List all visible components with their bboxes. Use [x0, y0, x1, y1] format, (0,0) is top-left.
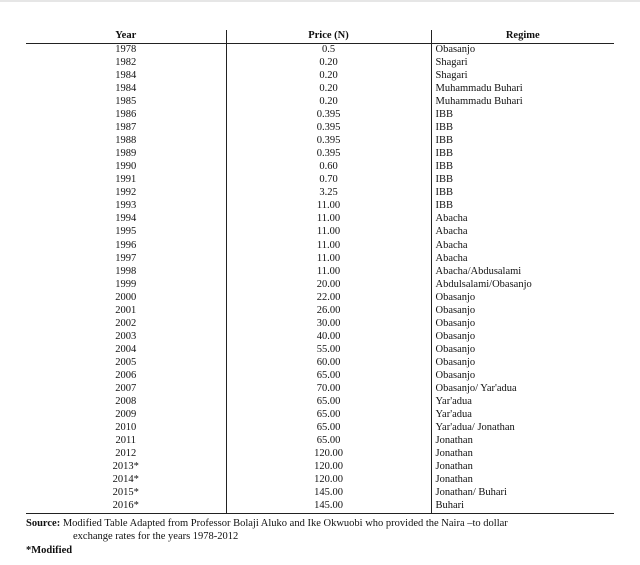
cell-regime: Obasanjo	[435, 317, 476, 329]
cell-year: 1992	[26, 187, 226, 200]
cell-year: 1991	[26, 174, 226, 187]
table-row	[26, 331, 614, 344]
table-row	[26, 291, 614, 304]
cell-regime: Shagari	[435, 69, 468, 81]
cell-year: 1990	[26, 161, 226, 174]
fuel-price-table	[26, 30, 614, 514]
cell-price: 0.395	[226, 148, 431, 161]
table-row	[26, 461, 614, 474]
cell-regime: Yar'adua	[435, 396, 472, 408]
cell-price: 0.20	[226, 83, 431, 96]
cell-price: 65.00	[226, 396, 431, 409]
table-row	[26, 239, 614, 252]
cell-price: 0.20	[226, 57, 431, 70]
cell-price: 120.00	[226, 461, 431, 474]
cell-year: 1997	[26, 252, 226, 265]
cell-year: 2005	[26, 357, 226, 370]
cell-year: 1987	[26, 122, 226, 135]
table-row	[26, 226, 614, 239]
cell-regime: IBB	[435, 109, 454, 121]
cell-regime: Abacha	[435, 252, 468, 264]
cell-year: 2006	[26, 370, 226, 383]
cell-price: 0.5	[226, 43, 431, 57]
table-row	[26, 383, 614, 396]
cell-price: 0.20	[226, 96, 431, 109]
cell-price: 30.00	[226, 318, 431, 331]
table-row	[26, 487, 614, 500]
table-row	[26, 344, 614, 357]
cell-regime: IBB	[435, 161, 454, 173]
cell-regime: Abacha	[435, 239, 468, 251]
cell-price: 11.00	[226, 252, 431, 265]
table-row	[26, 435, 614, 448]
table-row	[26, 265, 614, 278]
table-row	[26, 161, 614, 174]
cell-regime: IBB	[435, 135, 454, 147]
cell-price: 11.00	[226, 265, 431, 278]
cell-year: 2012	[26, 448, 226, 461]
cell-price: 11.00	[226, 239, 431, 252]
cell-year: 1996	[26, 239, 226, 252]
cell-regime: Muhammadu Buhari	[435, 96, 523, 107]
cell-regime: Obasanjo	[435, 43, 476, 55]
modified-footnote: *Modified	[26, 545, 73, 556]
table-header-row	[26, 30, 614, 43]
cell-regime: IBB	[435, 148, 454, 160]
cell-price: 22.00	[226, 291, 431, 304]
cell-regime: Obasanjo	[435, 369, 476, 381]
cell-year: 1993	[26, 200, 226, 213]
cell-regime: Obasanjo	[435, 304, 476, 316]
cell-price: 40.00	[226, 331, 431, 344]
table-row	[26, 448, 614, 461]
cell-price: 120.00	[226, 474, 431, 487]
table-row	[26, 370, 614, 383]
cell-year: 1998	[26, 265, 226, 278]
cell-year: 1988	[26, 135, 226, 148]
cell-regime: Jonathan	[435, 448, 473, 460]
cell-year: 2016*	[26, 500, 226, 514]
cell-regime: Obasanjo	[435, 330, 476, 342]
cell-regime: Yar'adua/ Jonathan	[435, 422, 515, 434]
table-row	[26, 500, 614, 514]
cell-price: 11.00	[226, 226, 431, 239]
table-row	[26, 422, 614, 435]
cell-regime: Shagari	[435, 56, 468, 68]
cell-year: 1985	[26, 96, 226, 109]
cell-year: 2010	[26, 422, 226, 435]
cell-regime: Muhammadu Buhari	[435, 82, 523, 94]
table-row	[26, 174, 614, 187]
cell-year: 2004	[26, 344, 226, 357]
table-row	[26, 109, 614, 122]
cell-price: 0.20	[226, 70, 431, 83]
source-note	[26, 517, 626, 543]
cell-regime: IBB	[435, 174, 454, 186]
cell-year: 1994	[26, 213, 226, 226]
table-row	[26, 396, 614, 409]
cell-year: 2002	[26, 318, 226, 331]
table-row	[26, 187, 614, 200]
cell-price: 70.00	[226, 383, 431, 396]
cell-price: 65.00	[226, 409, 431, 422]
table-row	[26, 148, 614, 161]
cell-price: 0.395	[226, 122, 431, 135]
cell-year: 2001	[26, 305, 226, 318]
cell-price: 0.60	[226, 161, 431, 174]
cell-price: 0.395	[226, 109, 431, 122]
cell-price: 65.00	[226, 435, 431, 448]
cell-regime: Obasanjo	[435, 291, 476, 303]
table-row	[26, 83, 614, 96]
cell-year: 1982	[26, 57, 226, 70]
fuel-price-table-container	[26, 30, 614, 514]
cell-year: 2013*	[26, 461, 226, 474]
cell-year: 1989	[26, 148, 226, 161]
top-border	[0, 0, 640, 2]
cell-regime: Jonathan	[435, 461, 473, 473]
table-row	[26, 200, 614, 213]
cell-price: 55.00	[226, 344, 431, 357]
cell-price: 145.00	[226, 487, 431, 500]
header-price: Price (N)	[226, 30, 431, 43]
cell-price: 11.00	[226, 200, 431, 213]
header-regime: Regime	[431, 30, 614, 43]
cell-regime: IBB	[435, 200, 454, 212]
cell-regime: Buhari	[431, 500, 614, 514]
source-text-line1: Modified Table Adapted from Professor Bolaji Aluko and Ike Okwuobi who provided the Naira –to dollar	[62, 518, 508, 529]
cell-price: 65.00	[226, 422, 431, 435]
cell-price: 20.00	[226, 278, 431, 291]
cell-year: 1995	[26, 226, 226, 239]
table-row	[26, 70, 614, 83]
table-row	[26, 278, 614, 291]
table-body	[26, 43, 614, 514]
cell-year: 1986	[26, 109, 226, 122]
cell-year: 2011	[26, 435, 226, 448]
cell-year: 1999	[26, 278, 226, 291]
source-label: Source:	[26, 518, 61, 529]
cell-year: 2008	[26, 396, 226, 409]
cell-year: 2015*	[26, 487, 226, 500]
table-row	[26, 43, 614, 57]
cell-regime: Obasanjo	[435, 343, 476, 355]
cell-regime: Jonathan/ Buhari	[435, 487, 507, 499]
table-row	[26, 409, 614, 422]
cell-year: 1978	[26, 43, 226, 57]
cell-price: 3.25	[226, 187, 431, 200]
cell-regime: Abacha	[435, 226, 468, 238]
cell-regime: IBB	[435, 187, 454, 199]
cell-price: 0.395	[226, 135, 431, 148]
cell-regime: IBB	[435, 122, 454, 134]
table-row	[26, 213, 614, 226]
cell-price: 0.70	[226, 174, 431, 187]
cell-price: 60.00	[226, 357, 431, 370]
cell-year: 1984	[26, 83, 226, 96]
table-row	[26, 318, 614, 331]
cell-price: 65.00	[226, 370, 431, 383]
table-row	[26, 252, 614, 265]
cell-year: 2000	[26, 291, 226, 304]
cell-regime: Jonathan	[435, 435, 473, 447]
table-row	[26, 305, 614, 318]
header-year: Year	[26, 30, 226, 43]
table-row	[26, 96, 614, 109]
table-row	[26, 135, 614, 148]
table-row	[26, 57, 614, 70]
cell-regime: Abacha	[435, 213, 468, 225]
table-row	[26, 122, 614, 135]
cell-regime: Abdulsalami/Obasanjo	[435, 278, 532, 290]
table-row	[26, 357, 614, 370]
cell-price: 120.00	[226, 448, 431, 461]
cell-year: 2007	[26, 383, 226, 396]
cell-year: 2003	[26, 331, 226, 344]
cell-year: 2014*	[26, 474, 226, 487]
cell-regime: Jonathan	[435, 474, 473, 486]
cell-regime: Yar'adua	[435, 409, 472, 421]
cell-year: 2009	[26, 409, 226, 422]
cell-regime: Obasanjo	[435, 356, 476, 368]
cell-price: 26.00	[226, 305, 431, 318]
cell-regime: Obasanjo/ Yar'adua	[435, 383, 517, 395]
cell-year: 1984	[26, 70, 226, 83]
source-text-line2: exchange rates for the years 1978-2012	[73, 531, 239, 542]
cell-regime: Abacha/Abdusalami	[435, 265, 522, 277]
table-row	[26, 474, 614, 487]
cell-price: 145.00	[226, 500, 431, 514]
cell-price: 11.00	[226, 213, 431, 226]
